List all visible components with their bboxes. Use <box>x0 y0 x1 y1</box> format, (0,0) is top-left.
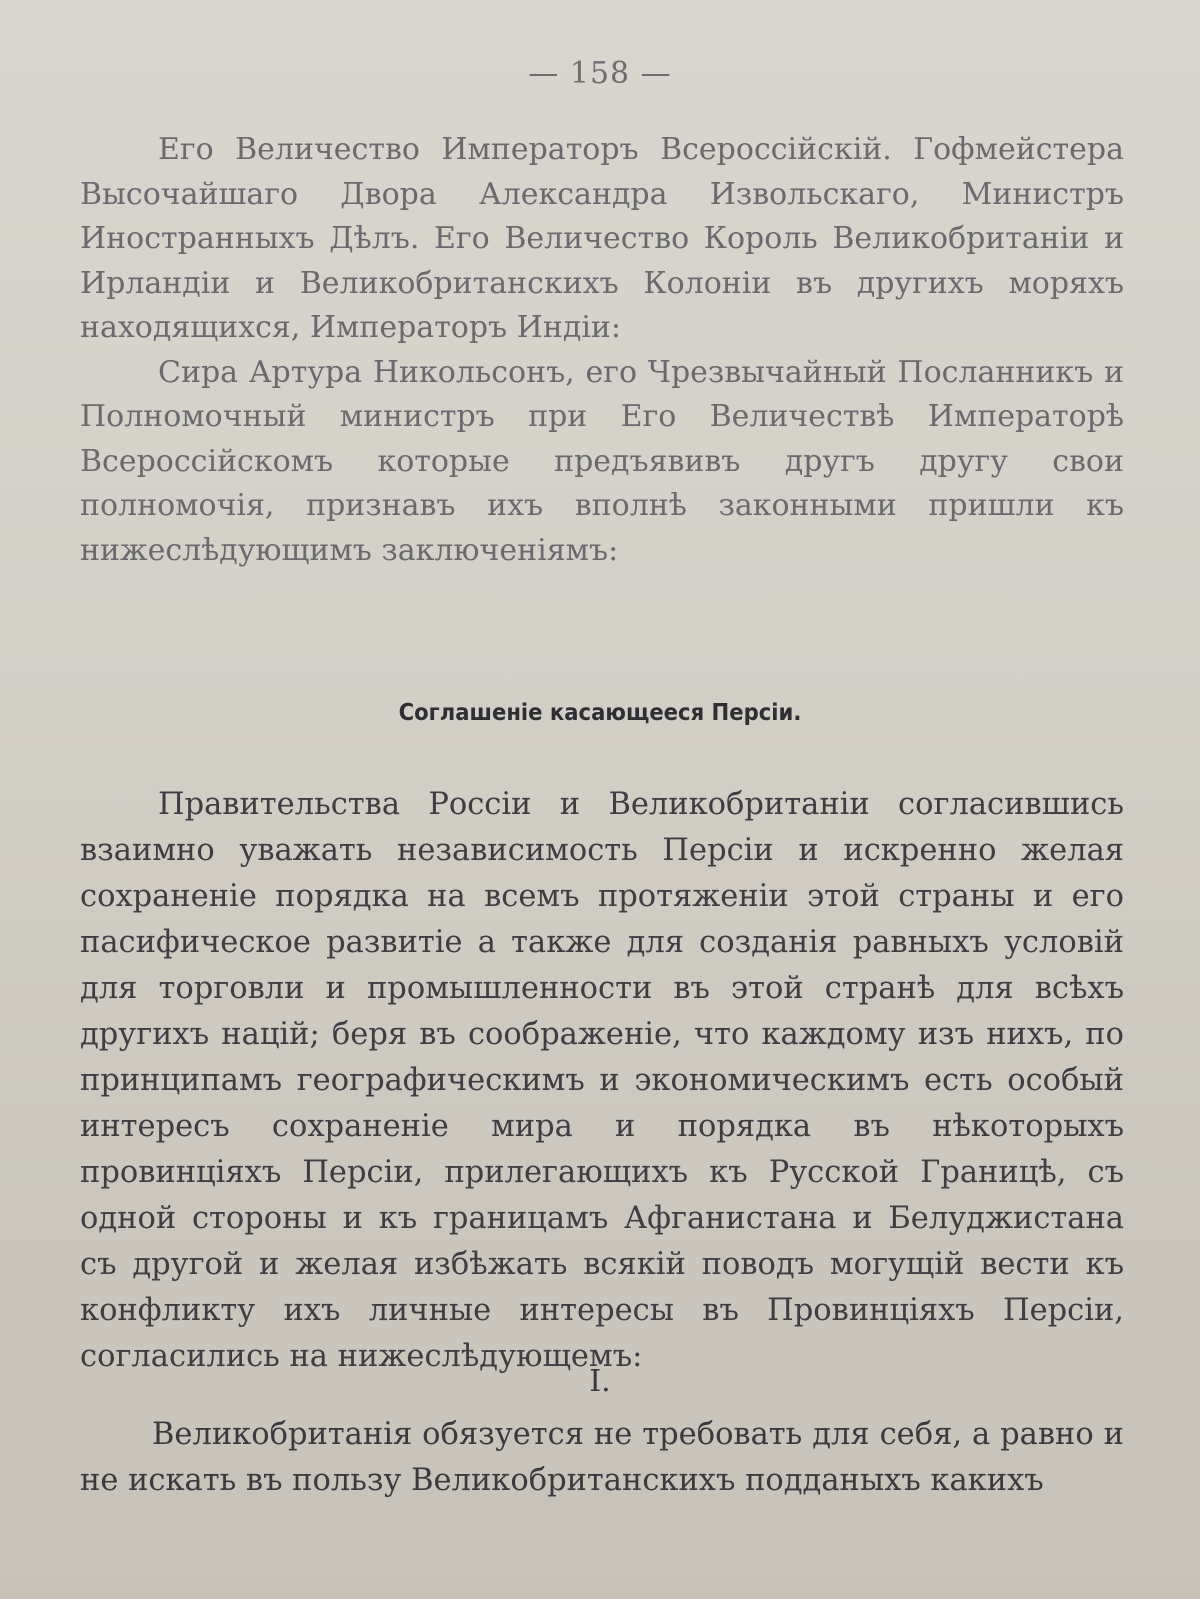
preamble-section <box>80 128 1124 573</box>
agreement-paragraph: Правительства Россіи и Великобританіи согласившись взаимно уважать независимость Персіи и искренно желая сохраненіе порядка на всемъ протяженіи этой страны и его пасифическое развитіе а также для созданія равныхъ условій для торговли и промышленности въ этой странѣ для всѣхъ другихъ націй; беря въ соображеніе, что каждому изъ нихъ, по принципамъ географическимъ и экономическимъ есть особый интересъ сохраненіе мира и порядка въ нѣкоторыхъ провинціяхъ Персіи, прилегающихъ къ Русской Границѣ, съ одной стороны и къ границамъ Афганистана и Белуджистана съ другой и желая избѣжать всякій поводъ могущій вести къ конфликту ихъ личные интересы въ Провинціяхъ Персіи, согласились на нижеслѣдующемъ: <box>80 787 1124 1374</box>
preamble-paragraph-1: Его Величество Императоръ Всероссійскій. Гофмейстера Высочайшаго Двора Александра Извольскаго, Министръ Иностранныхъ Дѣлъ. Его Величество Король Великобританіи и Ирландіи и Великобританскихъ Колоніи въ другихъ моряхъ находящихся, Императоръ Индіи: <box>80 132 1124 345</box>
agreement-heading: Соглашеніе касающееся Персіи. <box>398 700 802 726</box>
page-number: — 158 — <box>528 56 672 91</box>
preamble-paragraph-2: Сира Артура Никольсонъ, его Чрезвычайный Посланникъ и Полномочный министръ при Его Величествѣ Императорѣ Всероссійскомъ которые предъявивъ другъ другу свои полномочія, признавъ ихъ вполнѣ законными пришли къ нижеслѣдующимъ заключеніямъ: <box>80 354 1124 568</box>
article-section <box>80 1412 1124 1504</box>
agreement-section <box>80 782 1124 1380</box>
article-paragraph: Великобританія обязуется не требовать для себя, а равно и не искать въ пользу Великобританскихъ подданыхъ какихъ <box>80 1417 1124 1498</box>
article-number: I. <box>589 1364 611 1399</box>
